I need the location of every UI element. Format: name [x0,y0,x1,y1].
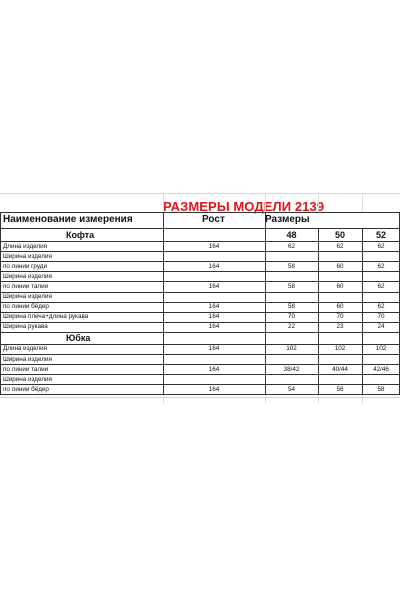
kofta-row-value: 58 [287,262,295,270]
yubka-row-height: 164 [208,365,220,373]
kofta-row-label: Ширина плеча+длина рукава [3,313,89,321]
kofta-row-value: 70 [377,313,385,321]
yubka-row-value: 38/42 [283,365,300,373]
kofta-row-label: Длина изделия [3,242,48,250]
yubka-row-height: 164 [208,385,220,393]
kofta-row-value: 70 [287,313,295,321]
section-kofta: Кофта [66,230,95,240]
grid-line-h [0,212,400,213]
grid-line-h [0,271,400,272]
grid-line-h [0,228,400,229]
grid-line-h [0,397,400,398]
yubka-row-value: 40/44 [332,365,348,373]
grid-line-v [163,193,164,212]
kofta-row-value: 58 [287,282,295,290]
yubka-row-label: Ширина изделия [3,355,52,363]
kofta-row-value: 62 [336,242,344,250]
yubka-row-value: 54 [287,385,295,393]
yubka-row-label: по линии бёдер [3,385,49,393]
grid-line-h [0,374,400,375]
kofta-row-value: 62 [377,303,385,311]
grid-line-v [318,228,319,394]
grid-line-v [362,193,363,212]
yubka-row-height: 164 [208,345,220,353]
kofta-row-label: по линии талии [3,282,49,290]
kofta-row-height: 164 [208,313,220,321]
size-50: 50 [334,230,345,240]
grid-line-h [0,193,400,194]
grid-line-v [163,212,164,394]
header-height: Рост [202,214,225,225]
kofta-row-value: 62 [377,242,385,250]
header-sizes: Размеры [265,214,310,225]
size-48: 48 [286,230,297,240]
size-52: 52 [375,230,386,240]
yubka-row-value: 102 [375,345,387,353]
grid-line-h [0,332,400,333]
kofta-row-value: 70 [336,313,344,321]
kofta-row-height: 164 [208,242,220,250]
kofta-row-value: 58 [287,303,295,311]
yubka-row-label: Ширина изделия [3,375,52,383]
kofta-row-label: Ширина рукава [3,323,48,331]
grid-line-h [0,292,400,293]
grid-line-v [265,212,266,394]
table-title: РАЗМЕРЫ МОДЕЛИ 2139 [163,199,325,214]
yubka-row-value: 102 [334,345,346,353]
kofta-row-value: 60 [336,262,344,270]
kofta-row-label: Ширина изделия [3,272,52,280]
yubka-row-label: по линии талии [3,365,49,373]
kofta-row-value: 62 [377,282,385,290]
grid-line-h [0,354,400,355]
kofta-row-label: Ширина изделия [3,293,52,300]
kofta-row-value: 62 [287,242,295,250]
grid-line-h [0,394,400,395]
kofta-row-label: по линии груди [3,262,47,270]
kofta-row-height: 164 [208,262,220,270]
kofta-row-height: 164 [208,323,220,331]
kofta-row-height: 164 [208,303,220,311]
header-measure: Наименование измерения [3,214,133,225]
yubka-row-label: Длина изделия [3,345,48,353]
section-yubka: Юбка [66,332,91,343]
grid-line-v [0,212,1,394]
grid-line-v [318,193,319,212]
kofta-row-label: Ширина изделия [3,252,52,260]
kofta-row-value: 60 [336,282,344,290]
kofta-row-label: по линии бёдер [3,303,49,311]
kofta-row-value: 22 [287,323,295,331]
grid-line-v [362,228,363,394]
grid-line-v [265,193,266,212]
kofta-row-value: 60 [336,303,344,311]
grid-line-h [0,251,400,252]
kofta-row-value: 62 [377,262,385,270]
kofta-row-height: 164 [208,282,220,290]
kofta-row-value: 23 [336,323,344,331]
yubka-row-value: 42/46 [373,365,389,373]
yubka-row-value: 102 [286,345,297,353]
yubka-row-value: 58 [377,385,385,393]
kofta-row-value: 24 [377,323,385,331]
yubka-row-value: 56 [336,385,344,393]
